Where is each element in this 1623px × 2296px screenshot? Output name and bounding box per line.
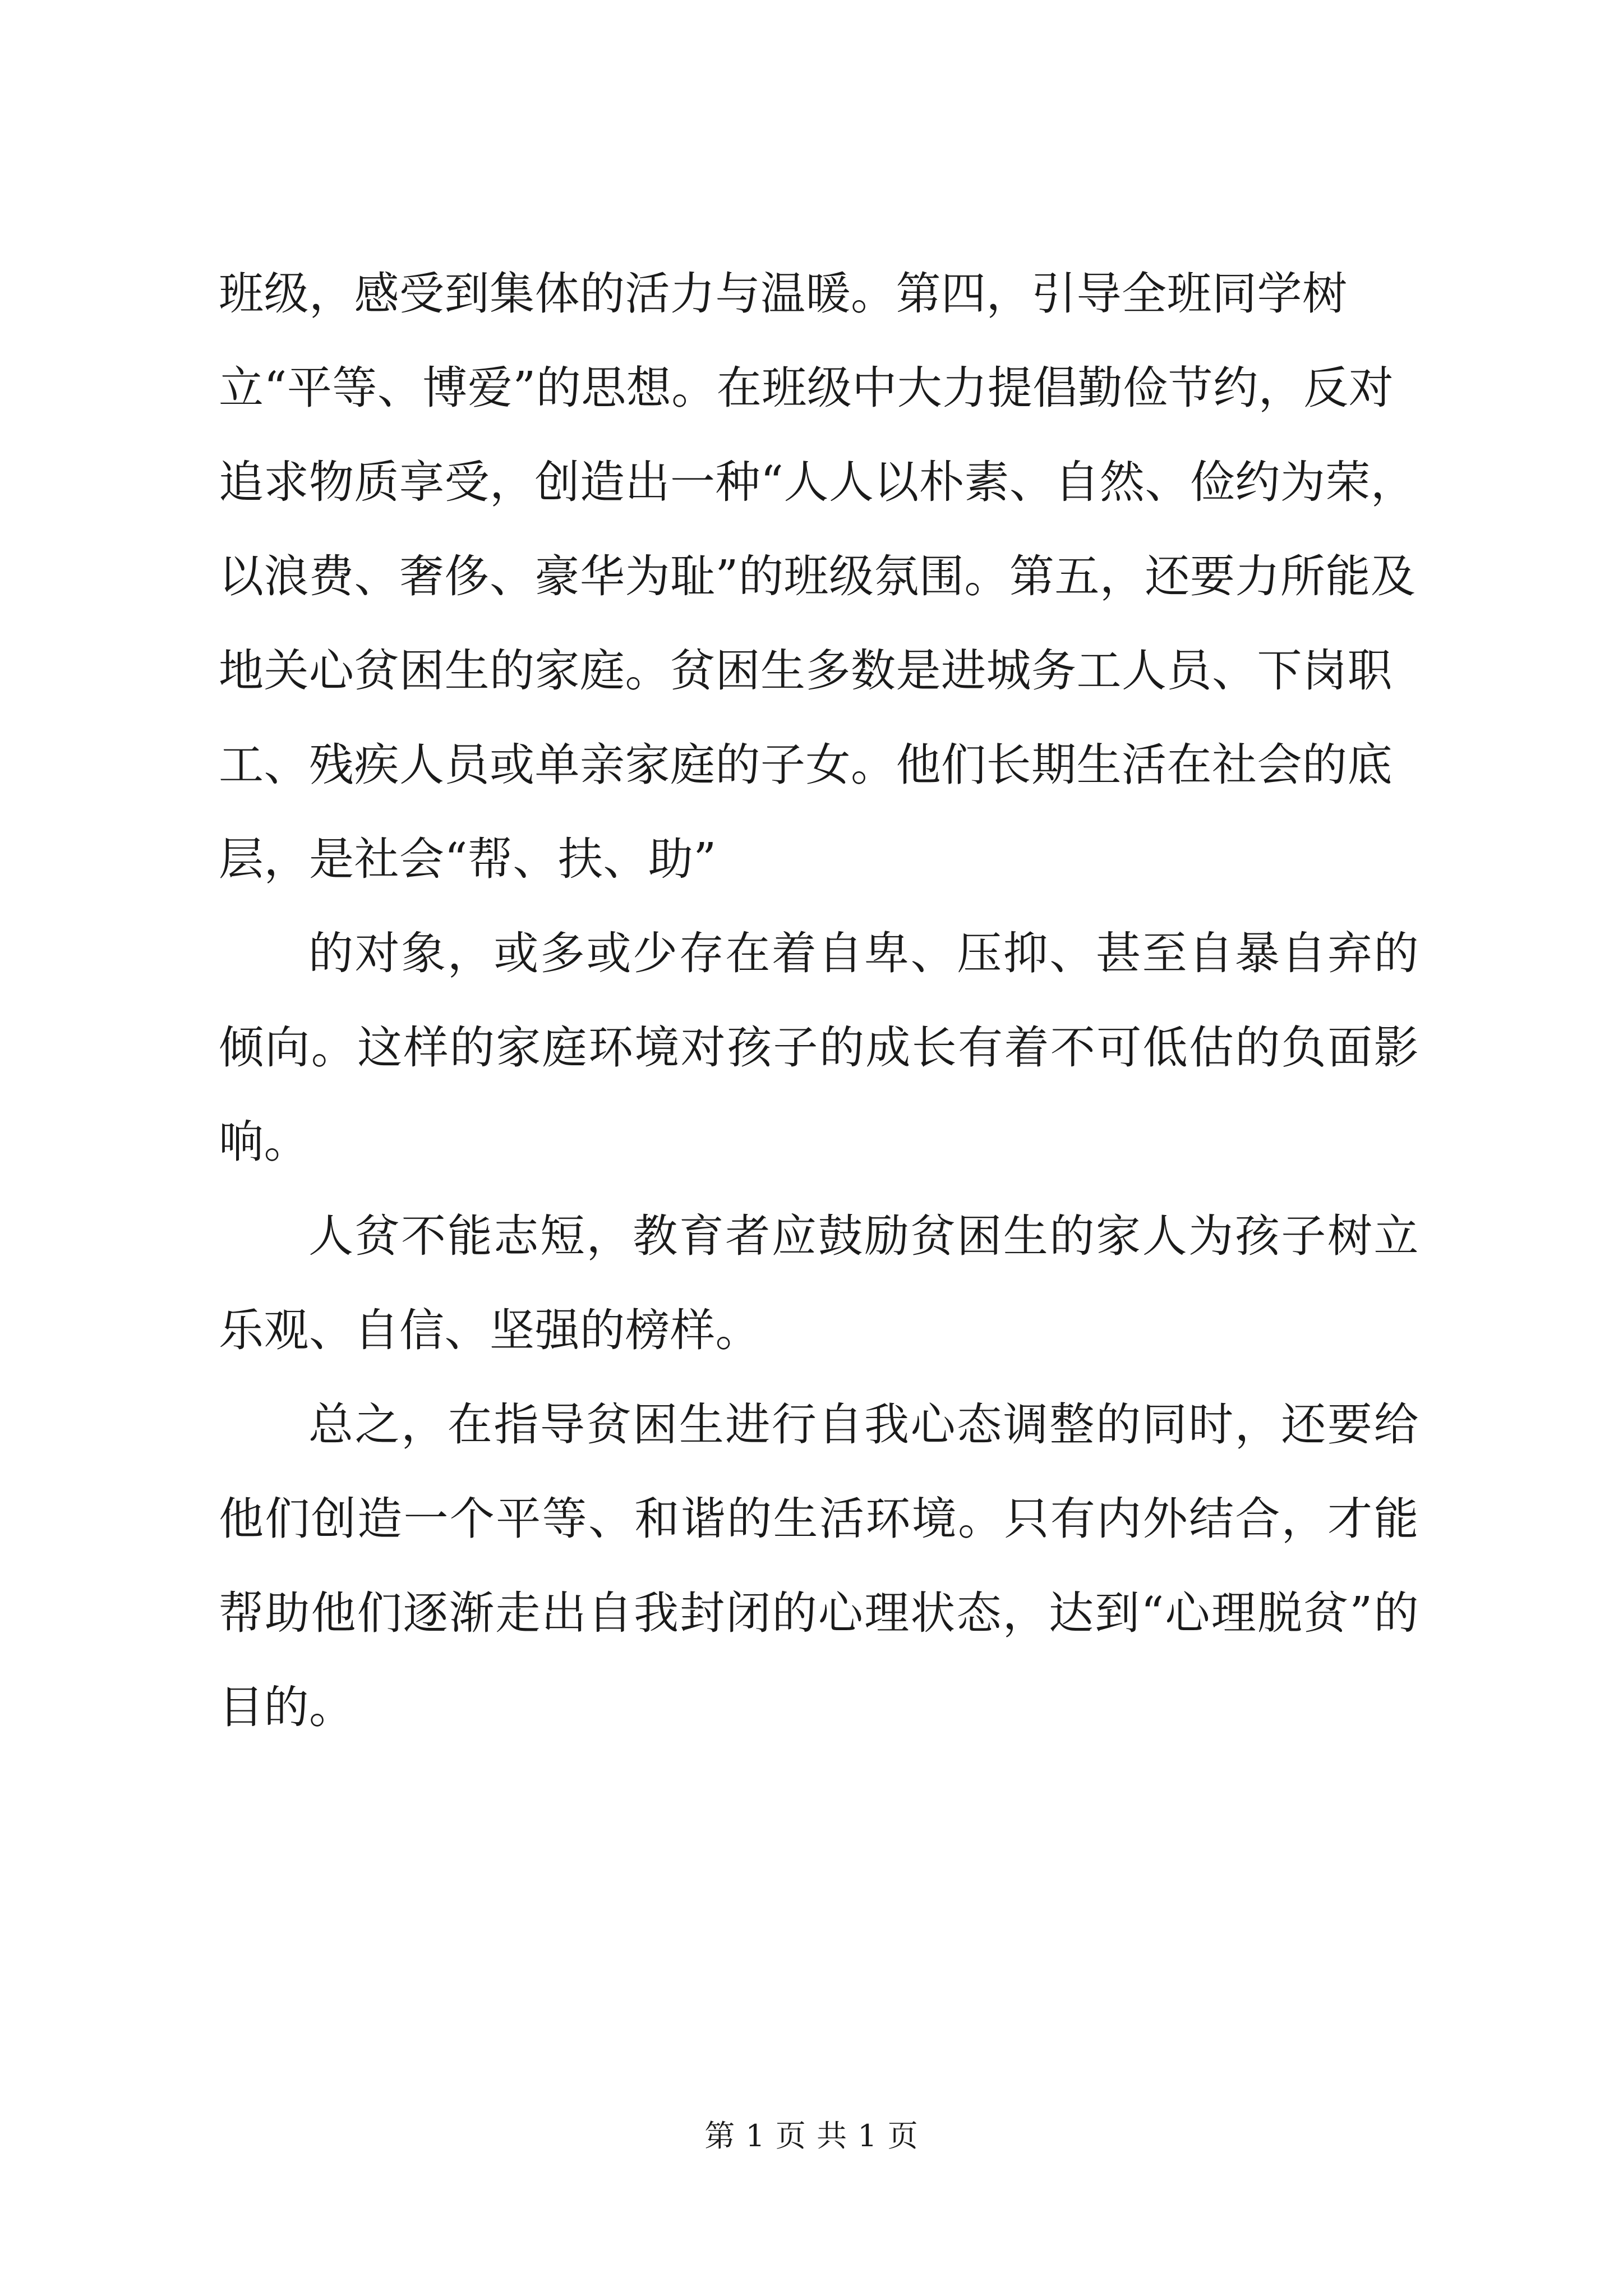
page-footer: 第 1 页 共 1 页 bbox=[704, 2118, 919, 2154]
document-body bbox=[219, 247, 1419, 1755]
paragraph-4: 总之，在指导贫困生进行自我心态调整的同时，还要给他们创造一个平等、和谐的生活环境。只有内外结合，才能帮助他们逐渐走出自我封闭的心理状态，达到“心理脱贫”的目的。 bbox=[219, 1398, 1419, 1733]
paragraph-1: 班级，感受到集体的活力与温暖。第四，引导全班同学树立“平等、博爱”的思想。在班级中大力提倡勤俭节约，反对追求物质享受，创造出一种“人人以朴素、自然、俭约为荣，以浪费、奢侈、豪华为耻”的班级氛围。第五，还要力所能及地关心贫困生的家庭。贫困生多数是进城务工人员、下岗职工、残疾人员或单亲家庭的子女。他们长期生活在社会的底层，是社会“帮、扶、助” bbox=[219, 268, 1416, 885]
paragraph-2: 的对象，或多或少存在着自卑、压抑、甚至自暴自弃的倾向。这样的家庭环境对孩子的成长有着不可低估的负面影响。 bbox=[219, 927, 1419, 1168]
paragraph-3: 人贫不能志短，教育者应鼓励贫困生的家人为孩子树立乐观、自信、坚强的榜样。 bbox=[219, 1210, 1419, 1356]
